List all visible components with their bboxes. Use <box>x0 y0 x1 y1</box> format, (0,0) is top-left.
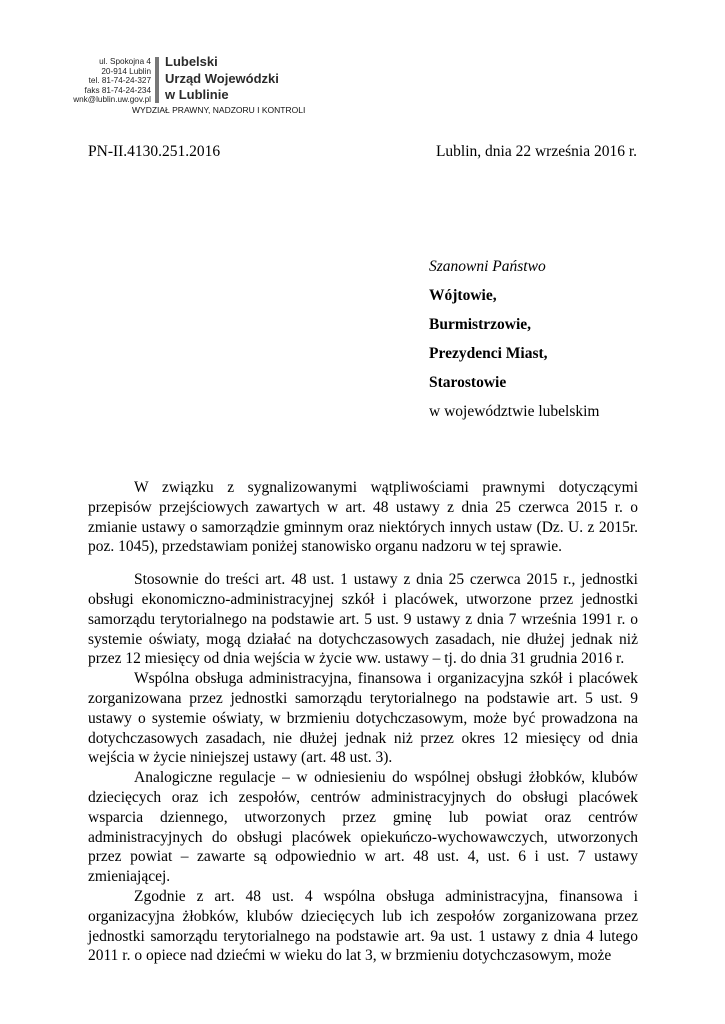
body-paragraph: Analogiczne regulacje – w odniesieniu do wspólnej obsługi żłobków, klubów dziecięcych oraz ich zespołów, centrów administracyjnych do obsługi placówek wsparcia dziennego, utworzonych przez gminę lub powiat oraz centrów administracyjnych do obsługi placówek opiekuńczo-wychowawczych, utworzonych przez powiat – zawarte są odpowiednio w art. 48 ust. 4, ust. 6 i ust. 7 ustawy zmieniającej. <box>88 769 638 886</box>
recipient-line: Starostowie <box>429 374 507 391</box>
greeting: Szanowni Państwo <box>429 258 546 275</box>
letterhead <box>56 52 376 118</box>
office-name <box>165 54 279 104</box>
office-name-line-2: Urząd Wojewódzki <box>165 70 279 86</box>
place-and-date: Lublin, dnia 22 września 2016 r. <box>435 143 637 160</box>
body-paragraph: Zgodnie z art. 48 ust. 4 wspólna obsługa administracyjna, finansowa i organizacyjna żłobków, klubów dziecięcych lub ich zespołów zorganizowana przez jednostki samorządu terytorialnego na podstawie art. 9a ust. 1 ustawy z dnia 4 lutego 2011 r. o opiece nad dziećmi w wieku do lat 3, w brzmieniu dotychczasowym, może <box>88 887 638 965</box>
letterhead-divider <box>155 57 159 103</box>
office-name-line-3: w Lublinie <box>165 87 229 102</box>
contact-block <box>56 57 151 105</box>
office-name-line-1: Lubelski <box>165 54 218 69</box>
recipient-line: Wójtowie, <box>429 287 497 304</box>
contact-fax: faks 81-74-24-234 <box>84 85 151 95</box>
body-paragraph: Wspólna obsługa administracyjna, finansowa i organizacyjna szkół i placówek zorganizowana przez jednostki samorządu terytorialnego na podstawie art. 5 ust. 9 ustawy o systemie oświaty, w brzmieniu dotychczasowym, może być prowadzona na dotychczasowych zasadach, nie dłużej jednak niż przez okres 12 miesięcy od dnia wejścia w życie niniejszej ustawy (art. 48 ust. 3). <box>88 670 638 767</box>
recipient-region: w województwie lubelskim <box>429 403 600 420</box>
department-name: WYDZIAŁ PRAWNY, NADZORU I KONTROLI <box>132 105 306 115</box>
recipient-line: Burmistrzowie, <box>429 316 532 333</box>
reference-number: PN-II.4130.251.2016 <box>88 143 221 160</box>
contact-email: wnk@lublin.uw.gov.pl <box>73 95 151 105</box>
contact-phone: tel. 81-74-24-327 <box>88 76 151 86</box>
contact-postcode: 20-914 Lublin <box>101 66 151 76</box>
letter-body <box>88 478 638 966</box>
contact-address: ul. Spokojna 4 <box>99 57 151 66</box>
recipient-line: Prezydenci Miast, <box>429 345 548 362</box>
body-paragraph: Stosownie do treści art. 48 ust. 1 ustawy z dnia 25 czerwca 2015 r., jednostki obsługi ekonomiczno-administracyjnej szkół i placówek, utworzone przez jednostki samorządu terytorialnego na podstawie art. 5 ust. 9 ustawy z dnia 7 września 1991 r. o systemie oświaty, mogą działać na dotychczasowych zasadach, nie dłużej jednak niż przez 12 miesięcy od dnia wejścia w życie ww. ustawy – tj. do dnia 31 grudnia 2016 r. <box>88 571 638 668</box>
body-paragraph: W związku z sygnalizowanymi wątpliwościami prawnymi dotyczącymi przepisów przejściowych zawartych w art. 48 ustawy z dnia 25 czerwca 2015 r. o zmianie ustawy o samorządzie gminnym oraz niektórych innych ustaw (Dz. U. z 2015r. poz. 1045), przedstawiam poniżej stanowisko organu nadzoru w tej sprawie. <box>88 479 638 556</box>
recipients-block <box>429 252 599 426</box>
